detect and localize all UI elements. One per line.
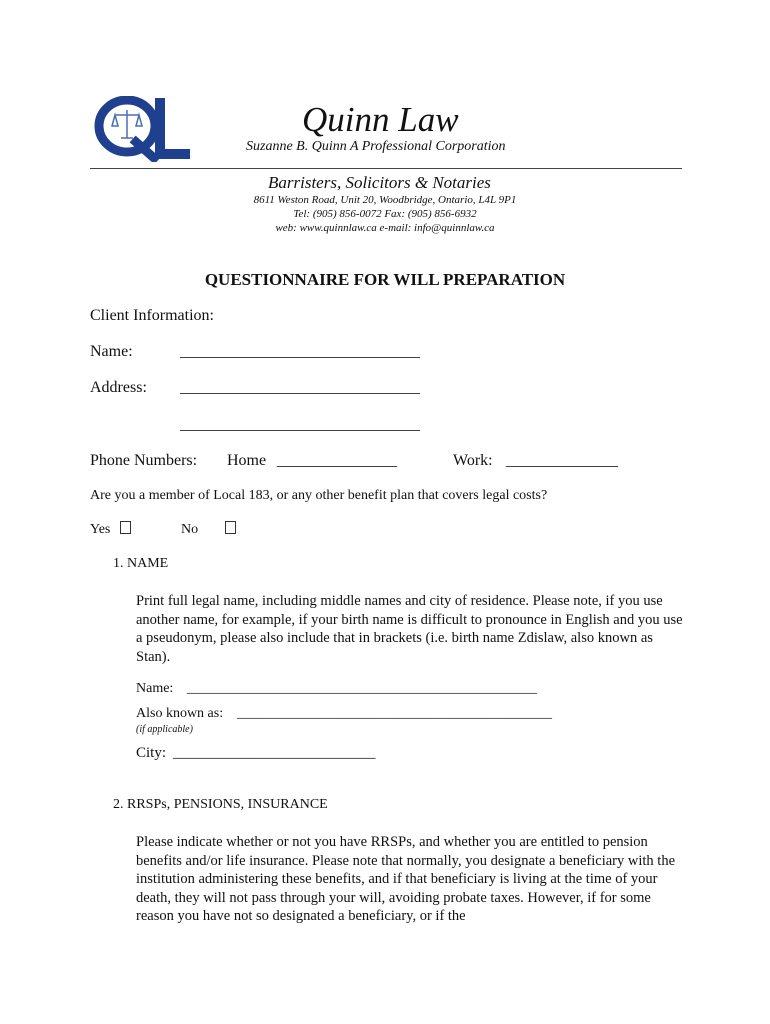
aka-note: (if applicable) bbox=[136, 724, 193, 735]
yes-label: Yes bbox=[90, 522, 111, 537]
member-question: Are you a member of Local 183, or any other benefit plan that covers legal costs? bbox=[90, 488, 548, 503]
city-field[interactable]: ___________________________ bbox=[173, 745, 376, 761]
firm-name: Quinn Law bbox=[302, 100, 459, 139]
firm-subtitle: Suzanne B. Quinn A Professional Corporation bbox=[246, 139, 506, 154]
header-divider bbox=[90, 168, 682, 169]
section-1-heading: 1. NAME bbox=[113, 556, 169, 571]
aka-field[interactable]: _____________________________________________ bbox=[237, 706, 552, 721]
no-checkbox[interactable] bbox=[225, 521, 236, 534]
section-2-paragraph: Please indicate whether or not you have RRSPs, and whether you are entitled to pension benefits and/or life insurance. Please note that normally, you designate a beneficiary with the institution administering these benefits, and if that beneficiary is living at the time of your death, they will not pass through your will, avoiding probate taxes. However, if for some reason you have not so designated a beneficiary, or if the bbox=[136, 834, 675, 924]
city-label: City: bbox=[136, 745, 167, 761]
aka-label: Also known as: bbox=[136, 706, 224, 721]
client-address-field-2[interactable]: ______________________________ bbox=[180, 416, 420, 433]
section-1-paragraph: Print full legal name, including middle names and city of residence. Please note, if you use another name, for example, if your birth name is difficult to pronounce in English and you use a pseudonym, please also include that in brackets (i.e. birth name Zdislaw, also known as Stan). bbox=[136, 593, 683, 665]
section-2-heading: 2. RRSPs, PENSIONS, INSURANCE bbox=[113, 797, 328, 812]
phone-numbers-label: Phone Numbers: bbox=[90, 452, 198, 469]
section-1-name-label: Name: bbox=[136, 681, 174, 696]
client-info-heading: Client Information: bbox=[90, 307, 214, 324]
firm-address: 8611 Weston Road, Unit 20, Woodbridge, Ontario, L4L 9P1 bbox=[253, 194, 517, 206]
firm-role: Barristers, Solicitors & Notaries bbox=[268, 173, 491, 192]
no-option[interactable] bbox=[181, 521, 236, 538]
client-address-label: Address: bbox=[90, 379, 147, 396]
no-label: No bbox=[181, 522, 199, 537]
document-title: QUESTIONNAIRE FOR WILL PREPARATION bbox=[204, 270, 566, 289]
client-name-label: Name: bbox=[90, 343, 133, 360]
client-address-field-1[interactable]: ______________________________ bbox=[180, 379, 420, 396]
home-phone-field[interactable]: _______________ bbox=[277, 452, 397, 469]
firm-logo bbox=[94, 96, 192, 167]
yes-checkbox[interactable] bbox=[120, 521, 131, 534]
firm-web: web: www.quinnlaw.ca e-mail: info@quinnlaw.ca bbox=[275, 222, 495, 234]
firm-phone: Tel: (905) 856-0072 Fax: (905) 856-6932 bbox=[293, 208, 477, 220]
work-phone-field[interactable]: ______________ bbox=[506, 452, 618, 469]
home-phone-label: Home bbox=[227, 452, 267, 469]
client-name-field[interactable]: ______________________________ bbox=[180, 343, 420, 360]
section-1-name-field[interactable]: __________________________________________________ bbox=[187, 681, 537, 696]
yes-option[interactable] bbox=[90, 521, 131, 538]
work-phone-label: Work: bbox=[453, 452, 493, 469]
